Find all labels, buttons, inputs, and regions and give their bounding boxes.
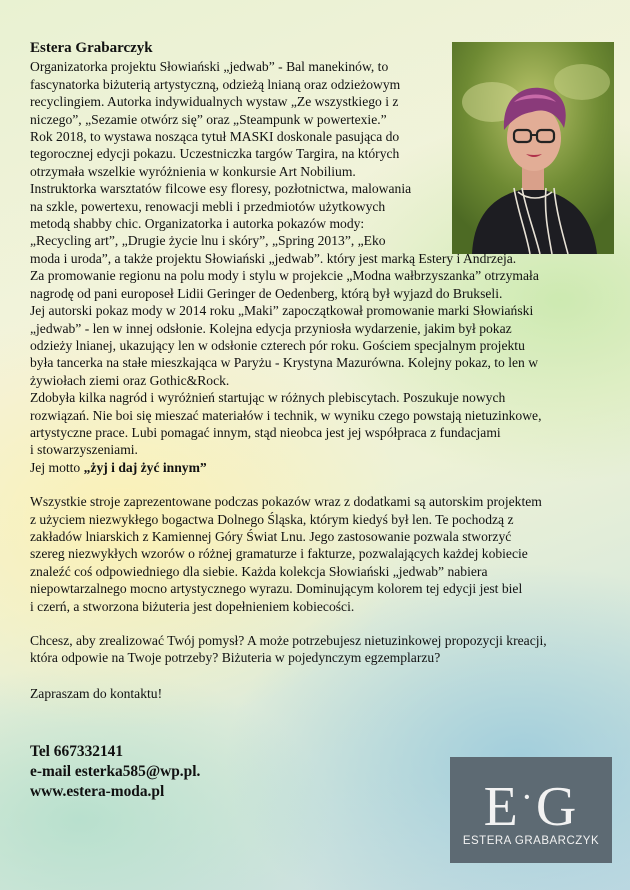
- offer-line: Chcesz, aby zrealizować Twój pomysł? A może potrzebujesz nietuzinkowej propozycji kreacji,: [30, 633, 547, 648]
- collection-line: znaleźć coś odpowiedniego dla siebie. Każda kolekcja Słowiański „jedwab” nabiera: [30, 563, 488, 579]
- bio-line: „Recycling art”, „Drugie życie lnu i skóry”, „Spring 2013”, „Eko: [30, 233, 386, 249]
- bio-line: Zdobyła kilka nagród i wyróżnień startując w różnych plebiscytach. Poszukuje nowych: [30, 390, 506, 406]
- bio-line: recyclingiem. Autorka indywidualnych wystaw „Ze wszystkiego i z: [30, 94, 399, 110]
- logo-dot: ·: [520, 777, 535, 817]
- main-content: [30, 40, 620, 702]
- collection-line: i czerń, a stworzona biżuteria jest dopełnieniem kobiecości.: [30, 598, 355, 614]
- bio-line: „jedwab” - len w innej odsłonie. Kolejna edycja przyniosła wydarzenie, jakim był pokaz: [30, 320, 512, 336]
- bio-line: Organizatorka projektu Słowiański „jedwab” - Bal manekinów, to: [30, 59, 389, 75]
- email-address[interactable]: e-mail esterka585@wp.pl.: [30, 763, 201, 780]
- collection-line: Wszystkie stroje zaprezentowane podczas pokazów wraz z dodatkami są autorskim projektem: [30, 494, 542, 510]
- collection-description: [30, 493, 620, 615]
- motto-text: „żyj i daj żyć innym”: [83, 459, 207, 475]
- collection-line: zakładów lniarskich z Kamiennej Góry Świat Lnu. Jego zastosowanie pozwala stworzyć: [30, 528, 512, 544]
- bio-line: metodą shabby chic. Organizatorka i autorka pokazów mody:: [30, 216, 365, 232]
- logo-letter-e: E: [483, 776, 520, 838]
- phone-number[interactable]: Tel 667332141: [30, 743, 124, 760]
- bio-line: niczego”, „Sezamie otwórz się” oraz „Steampunk w powertexie.”: [30, 111, 387, 127]
- bio-line: otrzymała wszelkie wyróżnienia w konkursie Art Nobilium.: [30, 163, 356, 179]
- bio-line: Rok 2018, to wystawa nosząca tytuł MASKI doskonale pasująca do: [30, 129, 400, 145]
- contact-invitation: Zapraszam do kontaktu!: [30, 685, 163, 701]
- bio-line: moda i uroda”, a także projektu Słowiański „jedwab”. który jest marką Estery i Andrzeja.: [30, 250, 517, 266]
- motto-prefix: Jej motto: [30, 459, 84, 475]
- collection-line: niepowtarzalnego mocno artystycznego wyrazu. Dominującym kolorem tej edycji jest biel: [30, 581, 523, 597]
- bio-line: nagrodę od pani europoseł Lidii Geringer de Oedenberg, którą był wyjazd do Brukseli.: [30, 285, 503, 301]
- bio-line: tegorocznej edycji pokazu. Uczestniczka targów Targira, na których: [30, 146, 400, 162]
- logo-monogram: [450, 767, 612, 837]
- collection-line: z użyciem niezwykłego bogactwa Dolnego Śląska, którym kiedyś był len. Te pochodzą z: [30, 511, 514, 527]
- contact-block: [30, 742, 200, 802]
- bio-line: Instruktorka warsztatów filcowe esy floresy, pozłotnictwa, malowania: [30, 181, 412, 197]
- offer-line: która odpowie na Twoje potrzeby? Biżuteria w pojedynczym egzemplarzu?: [30, 650, 441, 666]
- offer-question: [30, 632, 620, 667]
- website-link[interactable]: www.estera-moda.pl: [30, 783, 165, 800]
- motto-line: [30, 459, 620, 476]
- logo-letter-g: G: [535, 776, 579, 838]
- bio-line: i stowarzyszeniami.: [30, 442, 138, 458]
- biography: [30, 58, 620, 458]
- brand-logo: [450, 757, 612, 863]
- bio-line: fascynatorka biżuterią artystyczną, odzieżą lnianą oraz odzieżowym: [30, 76, 401, 92]
- bio-line: żywiołach ziemi oraz Gothic&Rock.: [30, 372, 230, 388]
- bio-line: była tancerka na stałe mieszkająca w Paryżu - Krystyna Mazurówna. Kolejny pokaz, to len w: [30, 355, 539, 371]
- bio-line: na szkle, powertexu, renowacji mebli i przedmiotów użytkowych: [30, 198, 386, 214]
- bio-line: artystyczne prace. Lubi pomagać innym, stąd nieobca jest jej współpraca z fundacjami: [30, 424, 501, 440]
- bio-line: rozwiązań. Nie boi się mieszać materiałów i technik, w wyniku czego powstają nietuzinkowe,: [30, 407, 542, 423]
- bio-line: odzieży lnianej, ukazujący len w odsłonie czterech pór roku. Gościem specjalnym projektu: [30, 337, 525, 353]
- author-name: Estera Grabarczyk: [30, 40, 153, 56]
- bio-line: Jej autorski pokaz mody w 2014 roku „Maki” zapoczątkował promowanie marki Słowiański: [30, 303, 534, 319]
- bio-line: Za promowanie regionu na polu mody i stylu w projekcie „Modna wałbrzyszanka” otrzymała: [30, 268, 539, 284]
- logo-caption: ESTERA GRABARCZYK: [462, 835, 600, 847]
- collection-line: szereg niezwykłych wzorów o różnej gramaturze i fakturze, pozwalających każdej kobiecie: [30, 546, 528, 562]
